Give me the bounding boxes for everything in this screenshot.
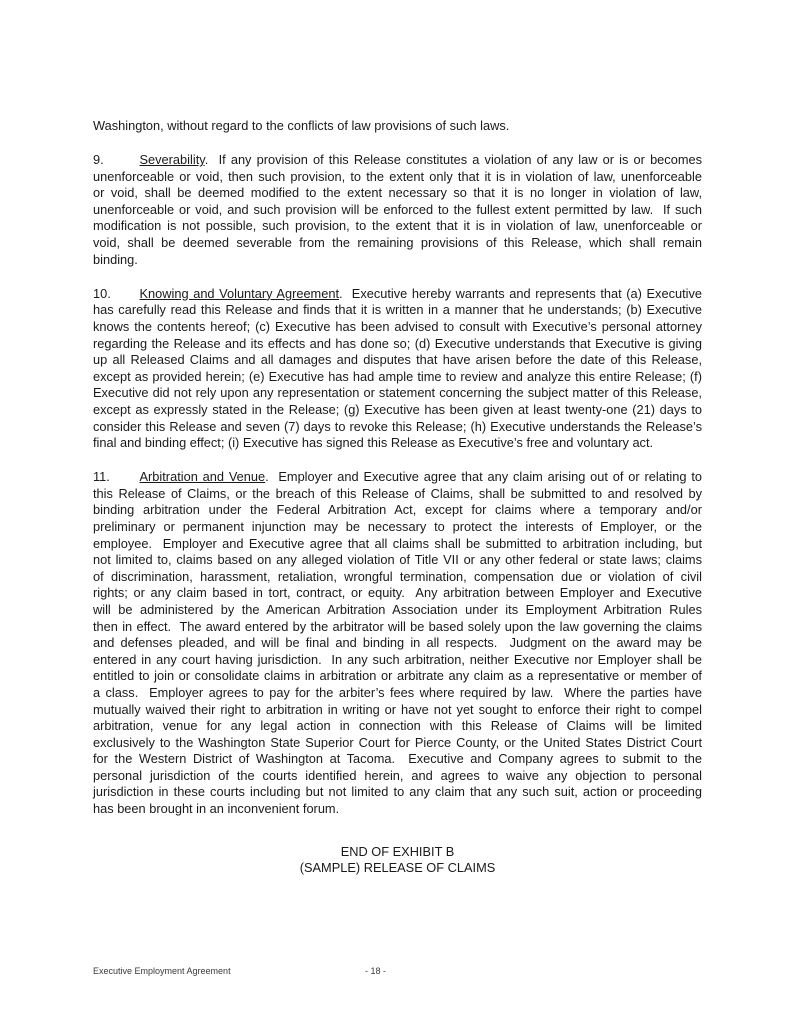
text-line: arbitration, venue for any legal action in connection with this Release of Claims will be limited	[93, 718, 702, 734]
text-line: rights; or any claim based in tort, contract, or equity. Any arbitration between Employer and Executive	[93, 585, 702, 601]
text-line: consider this Release and seven (7) days to revoke this Release; (h) Executive understands the Release’s	[93, 418, 702, 434]
text-line: then in effect. The award entered by the arbitrator will be based solely upon the law governing the claims	[93, 618, 702, 634]
section-heading: Severability	[139, 152, 205, 168]
heading-separator: .	[265, 469, 279, 485]
exhibit-end-block	[93, 844, 702, 877]
section-heading: Arbitration and Venue	[139, 469, 266, 485]
text-line: unenforceable or void, and such provision will be enforced to the fullest extent permitted by law. If such	[93, 201, 702, 217]
text-line: Executive did not rely upon any representation or statement concerning the subject matter of this Release,	[93, 385, 702, 401]
footer-document-title: Executive Employment Agreement	[93, 966, 231, 976]
document-content	[93, 118, 702, 877]
text-line: binding.	[93, 251, 138, 267]
text-line: employee. Employer and Executive agree that all claims shall be submitted to arbitration including, but	[93, 535, 702, 551]
text-line	[93, 286, 702, 303]
section-number: 9.	[93, 152, 104, 168]
paragraph-11	[93, 469, 702, 817]
text-line: exclusively to the Washington State Superior Court for Pierce County, or the United States District Court	[93, 734, 702, 750]
text-line: except as provided herein; (e) Executive has had ample time to review and analyze this entire Release; (f)	[93, 368, 702, 384]
text-line: has carefully read this Release and finds that it is written in a manner that he understands; (b) Executive	[93, 302, 702, 318]
text-line: modification is not possible, such provision, to the extent that it is in violation of law, unenforceable or	[93, 218, 702, 234]
text-line: final and binding effect; (i) Executive has signed this Release as Executive’s free and voluntary act.	[93, 435, 654, 451]
line-text: Employer and Executive agree that any claim arising out of or relating to	[278, 469, 702, 485]
paragraph-10	[93, 286, 702, 452]
text-line: entered in any court having jurisdiction. In any such arbitration, neither Executive nor Employer shall be	[93, 651, 702, 667]
text-line: has been brought in an inconvenient forum.	[93, 801, 340, 817]
text-line	[93, 469, 702, 486]
text-line: will be administered by the American Arbitration Association under its Employment Arbitration Rules	[93, 601, 702, 617]
exhibit-end-line-1: END OF EXHIBIT B	[340, 843, 455, 859]
paragraph-9	[93, 152, 702, 268]
heading-separator: .	[339, 285, 352, 301]
page-footer	[93, 966, 702, 977]
text-line: regarding the Release and its effects and has done so; (d) Executive understands that Executive is giving	[93, 335, 702, 351]
text-line: void, shall be deemed severable from the remaining provisions of this Release, which shall remain	[93, 235, 702, 251]
line-text: Executive hereby warrants and represents that (a) Executive	[351, 285, 703, 301]
text-line: personal jurisdiction of the courts identified herein, and agrees to waive any objection to personal	[93, 767, 702, 783]
paragraph-intro	[93, 118, 702, 135]
text-line: preliminary or permanent injunction may be necessary to protect the interests of Employer, or the	[93, 518, 702, 534]
exhibit-end-line-2: (SAMPLE) RELEASE OF CLAIMS	[299, 860, 496, 876]
text-line: for the Western District of Washington at Tacoma. Executive and Company agrees to submit to the	[93, 751, 702, 767]
text-line: this Release of Claims, or the breach of this Release of Claims, shall be submitted to and resolved by	[93, 485, 702, 501]
text-line: jurisdiction in these courts including but not limited to any claim that any such suit, action or proceeding	[93, 784, 702, 800]
text-line: knows the contents hereof; (c) Executive has been advised to consult with Executive’s personal attorney	[93, 318, 702, 334]
text-line: and defenses pleaded, and will be final and binding in all respects. Judgment on the award may be	[93, 635, 702, 651]
text-line: of discrimination, harassment, retaliation, wrongful termination, compensation due or violation of civil	[93, 568, 702, 584]
section-heading: Knowing and Voluntary Agreement	[139, 285, 340, 301]
text-line: a class. Employer agrees to pay for the arbiter’s fees where required by law. Where the parties have	[93, 684, 702, 700]
text-line: not limited to, claims based on any alleged violation of Title VII or any other federal or state laws; claims	[93, 552, 702, 568]
footer-page-number: - 18 -	[365, 966, 387, 976]
document-body	[93, 118, 702, 818]
text-line: or void, shall be deemed modified to the extent necessary so that it is no longer in violation of law,	[93, 185, 702, 201]
heading-separator: .	[204, 152, 219, 168]
text-line: binding arbitration under the Federal Arbitration Act, except for claims where a temporary and/or	[93, 502, 702, 518]
text-line: unenforceable or void, then such provision, to the extent only that it is in violation of law, unenforceable	[93, 168, 702, 184]
text-line: Washington, without regard to the conflicts of law provisions of such laws.	[93, 118, 510, 133]
text-line: except as expressly stated in the Release; (g) Executive has been given at least twenty-one (21) days to	[93, 401, 702, 417]
line-text: If any provision of this Release constitutes a violation of any law or is or becomes	[218, 152, 702, 168]
text-line: mutually waived their right to arbitration in writing or have not yet sought to enforce their right to compel	[93, 701, 702, 717]
text-line: entitled to join or consolidate claims in arbitration or arbitrate any claim as a representative or member of	[93, 668, 702, 684]
section-number: 10.	[93, 285, 111, 301]
text-line: up all Released Claims and all damages and disputes that have arisen before the date of this Release,	[93, 352, 702, 368]
text-line	[93, 152, 702, 169]
section-number: 11.	[93, 469, 110, 485]
